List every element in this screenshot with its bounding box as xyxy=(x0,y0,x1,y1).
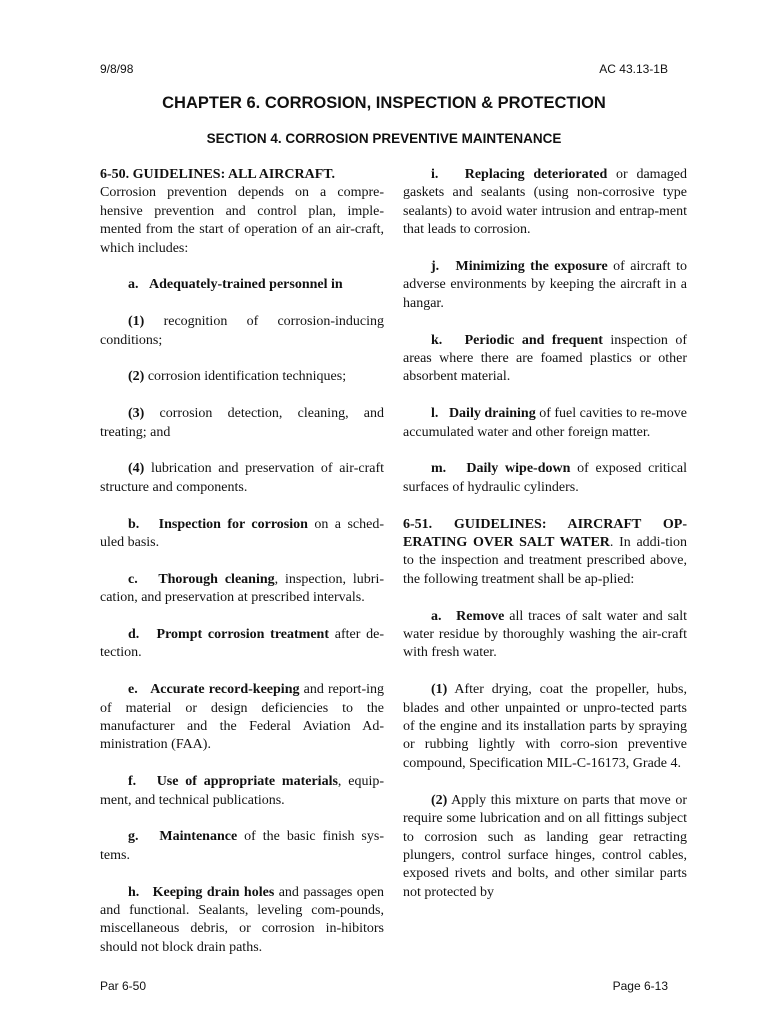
list-item-a: a. Remove all traces of salt water and salt water residue by thoroughly washing the air-craft with fresh water. xyxy=(403,608,688,661)
header-date: 9/8/98 xyxy=(100,62,134,76)
list-item-l: l. Daily draining of fuel cavities to re-move accumulated water and other foreign matter. xyxy=(403,406,687,440)
paragraph-6-51 xyxy=(403,516,687,590)
list-item-c: c. Thorough cleaning, inspection, lubri-cation, and preservation at prescribed intervals. xyxy=(100,571,385,606)
paragraph-body: Corrosion prevention depends on a compre-hensive prevention and control plan, imple-mented from the start of operation of an air-craft, which includes: xyxy=(100,185,384,256)
right-column xyxy=(403,166,687,902)
list-item-e: e. Accurate record-keeping and report-ing of material or design deficiencies to the manufacturer and the Federal Aviation Ad-ministration (FAA). xyxy=(100,682,384,753)
list-item-g: g. Maintenance of the basic finish sys-tems. xyxy=(100,829,384,863)
list-item-j: j. Minimizing the exposure of aircraft to adverse environments by keeping the aircraft in a hangar. xyxy=(403,259,687,311)
list-item-d: d. Prompt corrosion treatment after de-tection. xyxy=(100,627,384,661)
list-item-2: (2) corrosion identification techniques; xyxy=(128,369,347,385)
footer-paragraph-ref: Par 6-50 xyxy=(100,979,147,993)
header-doc-id: AC 43.13-1B xyxy=(599,62,668,76)
list-item-1: (1) After drying, coat the propeller, hubs, blades and other unpainted or unpro-tected parts of the engine and its installation parts by spraying or rubbing lightly with corro-sion preventive compound, Specification MIL-C-16173, Grade 4. xyxy=(403,682,687,771)
list-item-k: k. Periodic and frequent inspection of areas where there are foamed plastics or other absorbent material. xyxy=(403,332,688,385)
list-item-m: m. Daily wipe-down of exposed critical surfaces of hydraulic cylinders. xyxy=(403,461,688,495)
list-item-a: a. Adequately-trained personnel in xyxy=(128,277,343,293)
list-item-f: f. Use of appropriate materials, equip-ment, and technical publications. xyxy=(100,774,385,808)
list-item-4: (4) lubrication and preservation of air-craft structure and components. xyxy=(100,461,384,495)
list-item-h: h. Keeping drain holes and passages open and functional. Sealants, leveling com-pounds, miscellaneous debris, or corrosion in-hibitors should not block drain paths. xyxy=(100,884,385,955)
list-item-1: (1) recognition of corrosion-inducing conditions; xyxy=(100,314,384,348)
paragraph-heading: 6-51. GUIDELINES: AIRCRAFT OP-ERATING OVER SALT WATER xyxy=(403,516,687,551)
list-item-2: (2) Apply this mixture on parts that move or require some lubrication and on all fittings subject to corrosion such as landing gear retracting plungers, control surface hinges, control cables, exposed rivets and bolts, and other similar parts not protected by xyxy=(403,792,687,900)
left-column xyxy=(100,166,384,976)
chapter-title: CHAPTER 6. CORROSION, INSPECTION & PROTECTION xyxy=(162,94,606,112)
section-title: SECTION 4. CORROSION PREVENTIVE MAINTENANCE xyxy=(206,131,562,146)
paragraph-body: . In addi-tion to the inspection and treatment prescribed above, the following treatment shall be ap-plied: xyxy=(403,535,687,587)
list-item-i: i. Replacing deteriorated or damaged gaskets and sealants (using non-corrosive type sealants) to avoid water intrusion and entrap-ment that leads to corrosion. xyxy=(403,167,687,238)
footer-page-number: Page 6-13 xyxy=(612,979,668,993)
paragraph-heading: 6-50. GUIDELINES: ALL AIRCRAFT. xyxy=(100,167,336,182)
list-item-3: (3) corrosion detection, cleaning, and treating; and xyxy=(100,406,384,440)
paragraph-6-50 xyxy=(100,166,384,258)
list-item-b: b. Inspection for corrosion on a sched-uled basis. xyxy=(100,516,384,551)
